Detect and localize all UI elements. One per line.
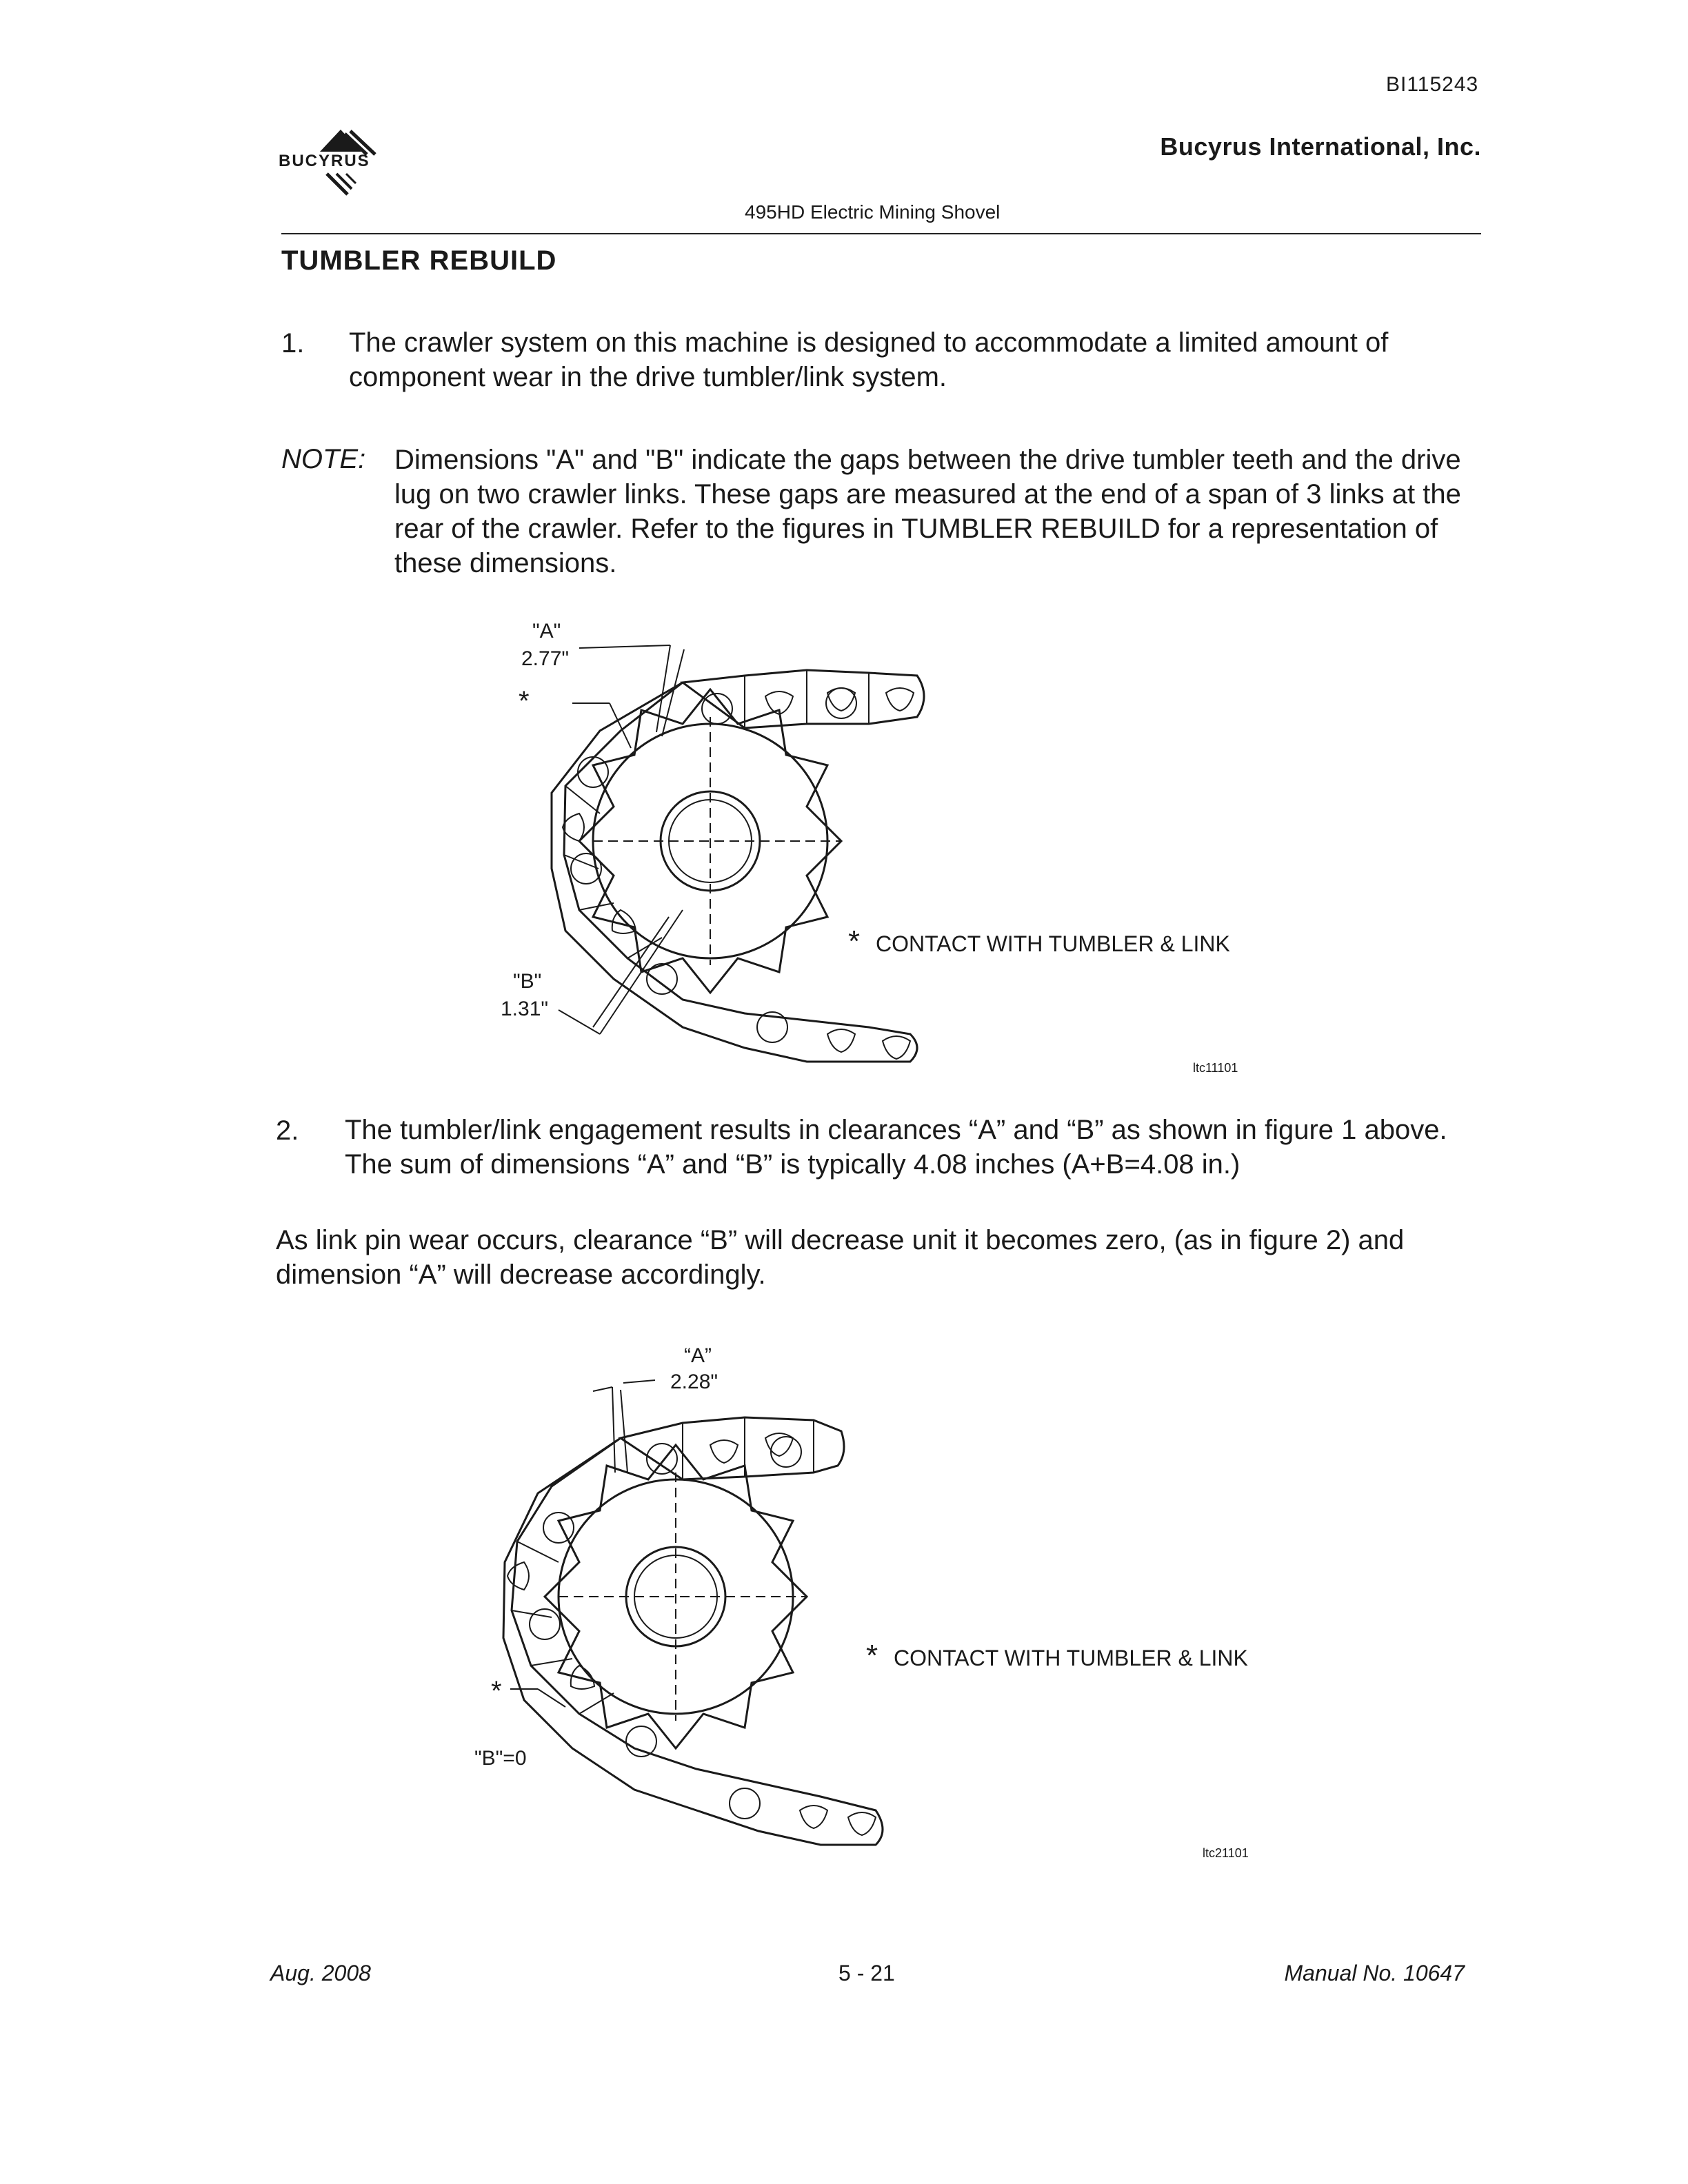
fig2-label-b: "B"=0 [474,1747,527,1770]
footer-manual-number: Manual No. 10647 [1284,1961,1465,1985]
fig1-contact-label: CONTACT WITH TUMBLER & LINK [876,931,1230,956]
footer-date: Aug. 2008 [270,1961,371,1985]
figure-2-diagram [455,1335,1324,1886]
note-label: NOTE: [281,444,366,474]
crawler-links [552,670,924,1062]
section-title: TUMBLER REBUILD [281,245,557,276]
fig1-label-b: "B" [513,970,542,993]
company-name: Bucyrus International, Inc. [1160,132,1481,161]
fig1-value-b: 1.31" [501,998,549,1020]
item-2-number: 2. [276,1115,299,1146]
fig2-star-left: * [491,1676,502,1706]
fig1-contact-star: * [848,924,861,958]
item-1-text: The crawler system on this machine is designed to accommodate a limited amount of component wear in the drive tumbler/link system. [349,327,1389,392]
note-text: Dimensions "A" and "B" indicate the gaps between the drive tumbler teeth and the drive lug on two crawler links. These gaps are measured at the end of a span of 3 links at the rear of the crawler. Refer to the figures in TUMBLER REBUILD for a representation of these dimensions. [394,445,1461,578]
fig1-star-top: * [519,686,530,716]
document-id: BI115243 [1386,73,1479,96]
item-1-number: 1. [281,328,305,358]
product-name: 495HD Electric Mining Shovel [745,201,1001,223]
fig2-id: ltc21101 [1203,1846,1249,1860]
fig2-label-a: “A” [684,1344,712,1367]
fig1-value-a: 2.77" [521,647,570,670]
paragraph-3-text: As link pin wear occurs, clearance “B” will decrease unit it becomes zero, (as in figure 2) and dimension “A” will decrease accordingly. [276,1225,1405,1290]
tumbler-sprocket [545,1445,807,1748]
tumbler-sprocket [579,689,841,993]
figure-1-diagram [483,607,1310,1089]
logo-text: BUCYRUS [279,152,370,170]
header-divider [281,233,1481,234]
fig1-id: ltc11101 [1193,1061,1238,1075]
item-2-text: The tumbler/link engagement results in clearances “A” and “B” as shown in figure 1 above. The sum of dimensions “A” and “B” is typically 4.08 inches (A+B=4.08 in.) [345,1115,1447,1180]
fig2-contact-label: CONTACT WITH TUMBLER & LINK [894,1646,1248,1670]
footer-page-number: 5 - 21 [838,1961,895,1985]
fig2-contact-star: * [866,1639,878,1672]
fig1-label-a: "A" [532,620,561,643]
fig2-value-a: 2.28" [670,1371,719,1393]
